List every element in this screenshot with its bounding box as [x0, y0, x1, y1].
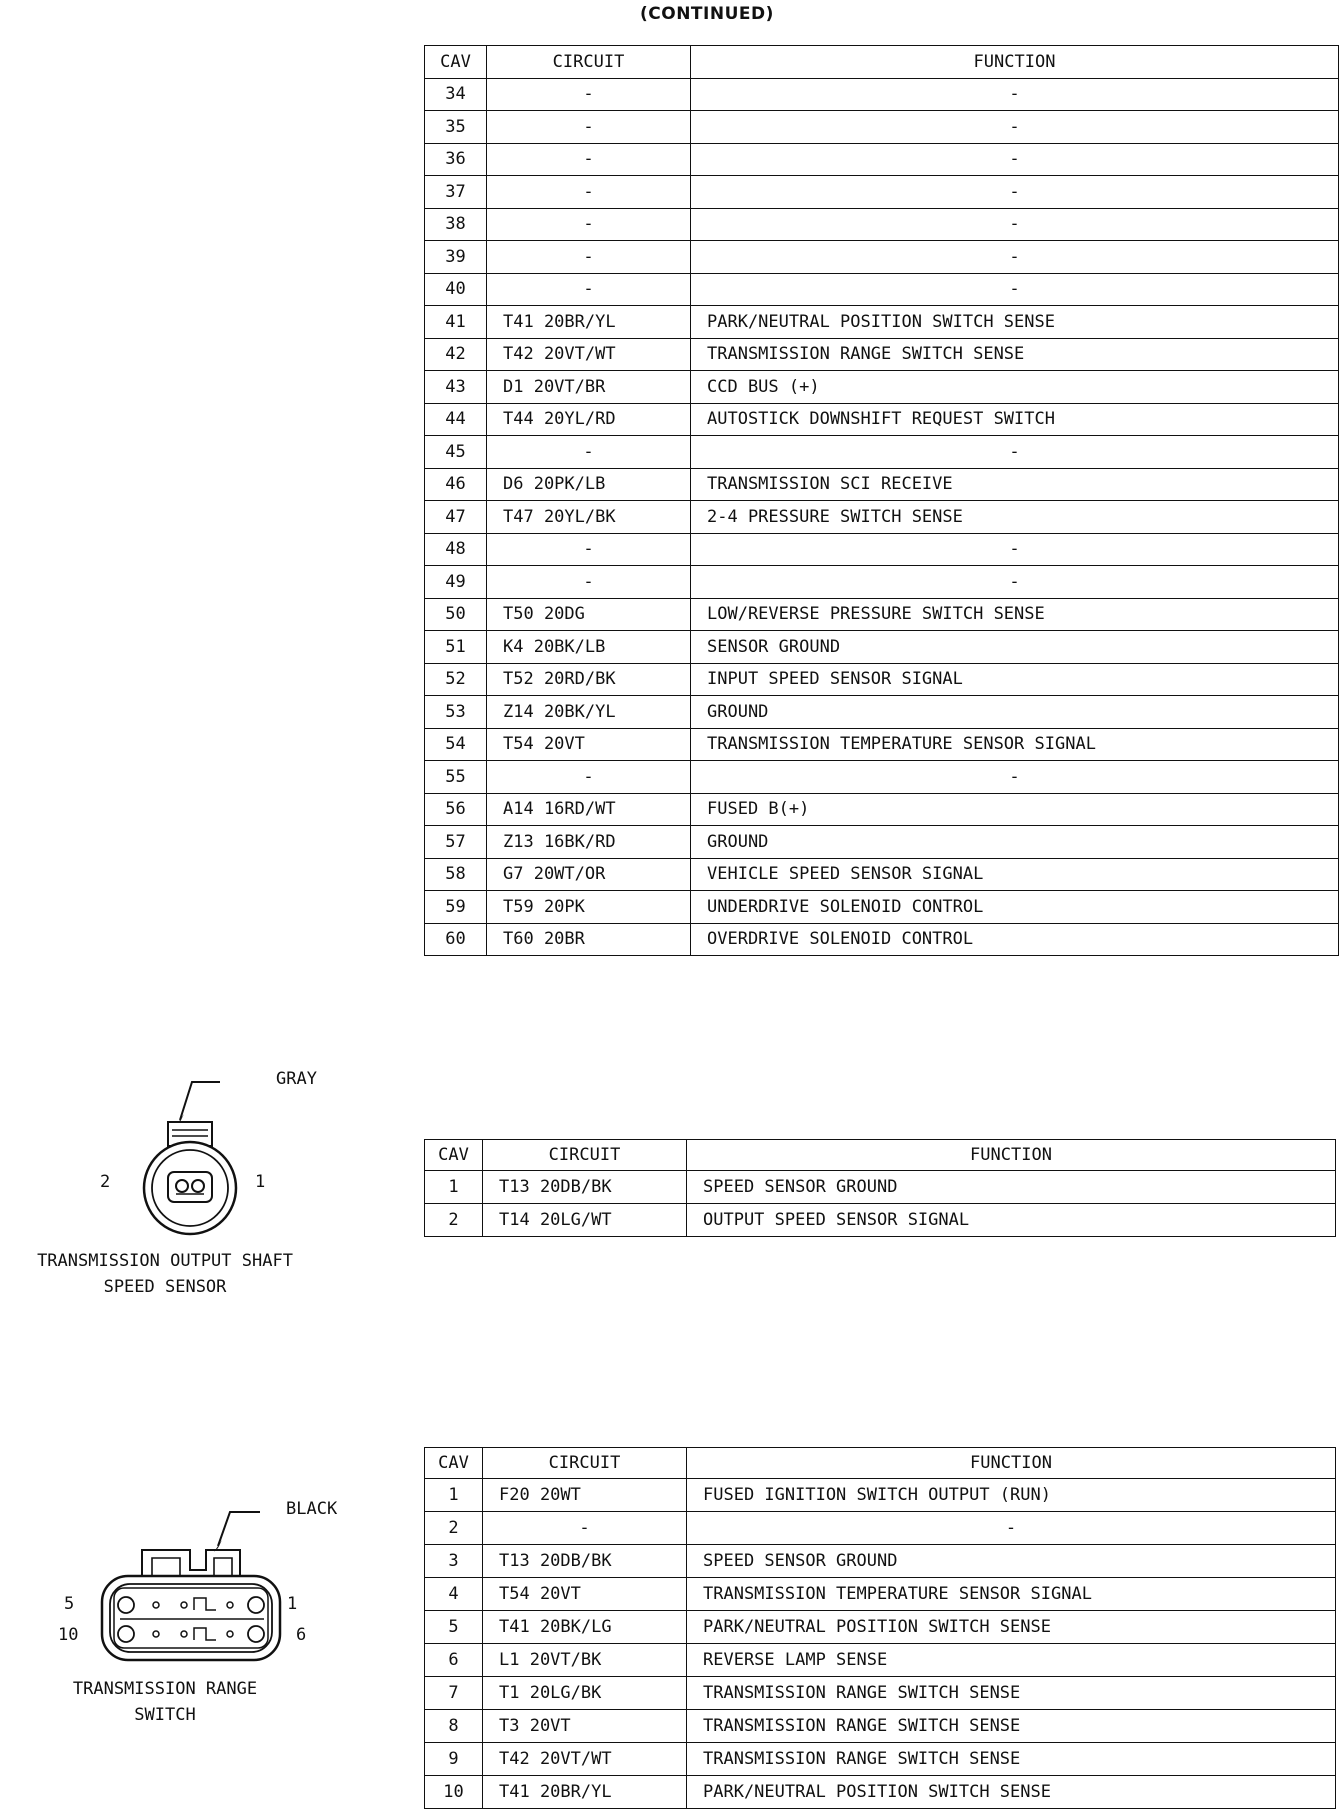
function-cell: - — [691, 208, 1339, 241]
function-cell: UNDERDRIVE SOLENOID CONTROL — [691, 891, 1339, 924]
function-cell: TRANSMISSION RANGE SWITCH SENSE — [687, 1743, 1336, 1776]
function-cell: - — [691, 241, 1339, 274]
cav-cell: 52 — [425, 663, 487, 696]
circuit-cell: T60 20BR — [487, 923, 691, 956]
cav-cell: 56 — [425, 793, 487, 826]
circuit-cell: - — [487, 761, 691, 794]
cav-cell: 6 — [425, 1644, 483, 1677]
table-row — [425, 923, 1339, 956]
range-switch-pin-1: 1 — [287, 1594, 298, 1614]
table-row — [425, 858, 1339, 891]
cav-cell: 57 — [425, 826, 487, 859]
cav-cell: 8 — [425, 1710, 483, 1743]
circuit-cell: - — [487, 78, 691, 111]
cav-cell: 55 — [425, 761, 487, 794]
cav-cell: 1 — [425, 1171, 483, 1204]
cav-cell: 49 — [425, 566, 487, 599]
function-cell: SENSOR GROUND — [691, 631, 1339, 664]
cav-cell: 44 — [425, 403, 487, 436]
output-speed-sensor-connector — [120, 1070, 270, 1230]
circuit-cell: T47 20YL/BK — [487, 501, 691, 534]
function-cell: PARK/NEUTRAL POSITION SWITCH SENSE — [687, 1611, 1336, 1644]
circuit-cell: - — [487, 143, 691, 176]
function-cell: - — [687, 1512, 1336, 1545]
cav-cell: 47 — [425, 501, 487, 534]
table-row — [425, 1479, 1336, 1512]
range-switch-color: BLACK — [286, 1499, 338, 1519]
column-header-cav: CAV — [425, 1140, 483, 1171]
function-cell: AUTOSTICK DOWNSHIFT REQUEST SWITCH — [691, 403, 1339, 436]
cav-cell: 37 — [425, 176, 487, 209]
output-sensor-pin-1: 1 — [255, 1172, 266, 1192]
circuit-cell: F20 20WT — [483, 1479, 687, 1512]
range-switch-name-line2: SWITCH — [134, 1705, 196, 1725]
cav-cell: 46 — [425, 468, 487, 501]
page-heading: (CONTINUED) — [640, 4, 774, 24]
cav-cell: 2 — [425, 1512, 483, 1545]
table-row — [425, 371, 1339, 404]
circuit-cell: T1 20LG/BK — [483, 1677, 687, 1710]
cav-cell: 5 — [425, 1611, 483, 1644]
function-cell: - — [691, 78, 1339, 111]
circuit-cell: T41 20BK/LG — [483, 1611, 687, 1644]
table-row — [425, 891, 1339, 924]
output-sensor-pin-2: 2 — [100, 1172, 111, 1192]
table-row — [425, 468, 1339, 501]
table-row — [425, 1776, 1336, 1809]
circuit-cell: Z13 16BK/RD — [487, 826, 691, 859]
range-switch-connector — [80, 1500, 300, 1660]
circuit-cell: T42 20VT/WT — [483, 1743, 687, 1776]
column-header-circuit: CIRCUIT — [483, 1140, 687, 1171]
table-row — [425, 1644, 1336, 1677]
circuit-cell: T54 20VT — [483, 1578, 687, 1611]
range-switch-pin-10: 10 — [58, 1625, 79, 1645]
output-sensor-name-line1: TRANSMISSION OUTPUT SHAFT — [37, 1251, 293, 1271]
range-switch-pin-table — [424, 1447, 1336, 1809]
circuit-cell: - — [487, 436, 691, 469]
circuit-cell: T52 20RD/BK — [487, 663, 691, 696]
output-sensor-color: GRAY — [276, 1069, 317, 1089]
table-row — [425, 1611, 1336, 1644]
cav-cell: 41 — [425, 306, 487, 339]
cav-cell: 42 — [425, 338, 487, 371]
function-cell: TRANSMISSION RANGE SWITCH SENSE — [691, 338, 1339, 371]
cav-cell: 38 — [425, 208, 487, 241]
function-cell: GROUND — [691, 696, 1339, 729]
circuit-cell: T54 20VT — [487, 728, 691, 761]
cav-cell: 53 — [425, 696, 487, 729]
function-cell: OUTPUT SPEED SENSOR SIGNAL — [687, 1204, 1336, 1237]
cav-cell: 59 — [425, 891, 487, 924]
circuit-cell: - — [487, 273, 691, 306]
circuit-cell: - — [487, 533, 691, 566]
circuit-cell: - — [483, 1512, 687, 1545]
range-switch-pin-5: 5 — [64, 1594, 75, 1614]
table-row — [425, 436, 1339, 469]
table-row — [425, 728, 1339, 761]
output-sensor-name — [0, 1248, 330, 1300]
function-cell: VEHICLE SPEED SENSOR SIGNAL — [691, 858, 1339, 891]
table-row — [425, 631, 1339, 664]
circuit-cell: T13 20DB/BK — [483, 1545, 687, 1578]
function-cell: PARK/NEUTRAL POSITION SWITCH SENSE — [687, 1776, 1336, 1809]
function-cell: FUSED B(+) — [691, 793, 1339, 826]
column-header-function: FUNCTION — [691, 46, 1339, 79]
circuit-cell: - — [487, 566, 691, 599]
table-row — [425, 1171, 1336, 1204]
table-row — [425, 1743, 1336, 1776]
circuit-cell: - — [487, 241, 691, 274]
table-row — [425, 143, 1339, 176]
circuit-cell: K4 20BK/LB — [487, 631, 691, 664]
circuit-cell: - — [487, 111, 691, 144]
circuit-cell: T59 20PK — [487, 891, 691, 924]
table-row — [425, 338, 1339, 371]
circuit-cell: - — [487, 208, 691, 241]
circuit-cell: T3 20VT — [483, 1710, 687, 1743]
circuit-cell: T42 20VT/WT — [487, 338, 691, 371]
circuit-cell: T44 20YL/RD — [487, 403, 691, 436]
column-header-function: FUNCTION — [687, 1140, 1336, 1171]
table-row — [425, 1578, 1336, 1611]
circuit-cell: D6 20PK/LB — [487, 468, 691, 501]
cav-cell: 7 — [425, 1677, 483, 1710]
circuit-cell: T41 20BR/YL — [487, 306, 691, 339]
function-cell: SPEED SENSOR GROUND — [687, 1171, 1336, 1204]
cav-cell: 40 — [425, 273, 487, 306]
circuit-cell: T50 20DG — [487, 598, 691, 631]
function-cell: LOW/REVERSE PRESSURE SWITCH SENSE — [691, 598, 1339, 631]
table-row — [425, 1710, 1336, 1743]
cav-cell: 51 — [425, 631, 487, 664]
function-cell: CCD BUS (+) — [691, 371, 1339, 404]
main-pin-table — [424, 45, 1339, 956]
circuit-cell: - — [487, 176, 691, 209]
table-row — [425, 761, 1339, 794]
table-row — [425, 663, 1339, 696]
table-header-row — [425, 1140, 1336, 1171]
table-header-row — [425, 46, 1339, 79]
cav-cell: 3 — [425, 1545, 483, 1578]
table-row — [425, 78, 1339, 111]
cav-cell: 43 — [425, 371, 487, 404]
function-cell: - — [691, 273, 1339, 306]
cav-cell: 1 — [425, 1479, 483, 1512]
circuit-cell: T14 20LG/WT — [483, 1204, 687, 1237]
column-header-function: FUNCTION — [687, 1448, 1336, 1479]
table-row — [425, 696, 1339, 729]
function-cell: GROUND — [691, 826, 1339, 859]
table-row — [425, 1204, 1336, 1237]
cav-cell: 2 — [425, 1204, 483, 1237]
function-cell: SPEED SENSOR GROUND — [687, 1545, 1336, 1578]
function-cell: TRANSMISSION RANGE SWITCH SENSE — [687, 1710, 1336, 1743]
table-row — [425, 241, 1339, 274]
function-cell: TRANSMISSION SCI RECEIVE — [691, 468, 1339, 501]
table-row — [425, 306, 1339, 339]
output-sensor-name-line2: SPEED SENSOR — [103, 1277, 227, 1297]
function-cell: - — [691, 176, 1339, 209]
function-cell: INPUT SPEED SENSOR SIGNAL — [691, 663, 1339, 696]
circuit-cell: A14 16RD/WT — [487, 793, 691, 826]
function-cell: TRANSMISSION RANGE SWITCH SENSE — [687, 1677, 1336, 1710]
column-header-cav: CAV — [425, 1448, 483, 1479]
cav-cell: 35 — [425, 111, 487, 144]
function-cell: FUSED IGNITION SWITCH OUTPUT (RUN) — [687, 1479, 1336, 1512]
function-cell: - — [691, 761, 1339, 794]
table-row — [425, 598, 1339, 631]
function-cell: - — [691, 533, 1339, 566]
cav-cell: 4 — [425, 1578, 483, 1611]
circuit-cell: D1 20VT/BR — [487, 371, 691, 404]
function-cell: 2-4 PRESSURE SWITCH SENSE — [691, 501, 1339, 534]
circuit-cell: T41 20BR/YL — [483, 1776, 687, 1809]
table-row — [425, 501, 1339, 534]
function-cell: - — [691, 111, 1339, 144]
cav-cell: 45 — [425, 436, 487, 469]
circuit-cell: G7 20WT/OR — [487, 858, 691, 891]
table-row — [425, 1512, 1336, 1545]
table-row — [425, 111, 1339, 144]
cav-cell: 50 — [425, 598, 487, 631]
table-row — [425, 273, 1339, 306]
function-cell: TRANSMISSION TEMPERATURE SENSOR SIGNAL — [687, 1578, 1336, 1611]
table-row — [425, 208, 1339, 241]
function-cell: - — [691, 566, 1339, 599]
table-row — [425, 793, 1339, 826]
function-cell: TRANSMISSION TEMPERATURE SENSOR SIGNAL — [691, 728, 1339, 761]
cav-cell: 34 — [425, 78, 487, 111]
circuit-cell: L1 20VT/BK — [483, 1644, 687, 1677]
cav-cell: 39 — [425, 241, 487, 274]
table-header-row — [425, 1448, 1336, 1479]
cav-cell: 60 — [425, 923, 487, 956]
cav-cell: 9 — [425, 1743, 483, 1776]
range-switch-pin-6: 6 — [296, 1625, 307, 1645]
circuit-cell: T13 20DB/BK — [483, 1171, 687, 1204]
cav-cell: 10 — [425, 1776, 483, 1809]
cav-cell: 54 — [425, 728, 487, 761]
table-row — [425, 826, 1339, 859]
output-sensor-pin-table — [424, 1139, 1336, 1237]
range-switch-name-line1: TRANSMISSION RANGE — [72, 1679, 258, 1699]
table-row — [425, 566, 1339, 599]
function-cell: PARK/NEUTRAL POSITION SWITCH SENSE — [691, 306, 1339, 339]
cav-cell: 58 — [425, 858, 487, 891]
table-row — [425, 1677, 1336, 1710]
cav-cell: 48 — [425, 533, 487, 566]
table-row — [425, 533, 1339, 566]
function-cell: - — [691, 143, 1339, 176]
range-switch-name — [0, 1676, 330, 1728]
function-cell: - — [691, 436, 1339, 469]
column-header-circuit: CIRCUIT — [483, 1448, 687, 1479]
function-cell: REVERSE LAMP SENSE — [687, 1644, 1336, 1677]
column-header-circuit: CIRCUIT — [487, 46, 691, 79]
table-row — [425, 1545, 1336, 1578]
table-row — [425, 403, 1339, 436]
circuit-cell: Z14 20BK/YL — [487, 696, 691, 729]
cav-cell: 36 — [425, 143, 487, 176]
column-header-cav: CAV — [425, 46, 487, 79]
table-row — [425, 176, 1339, 209]
function-cell: OVERDRIVE SOLENOID CONTROL — [691, 923, 1339, 956]
